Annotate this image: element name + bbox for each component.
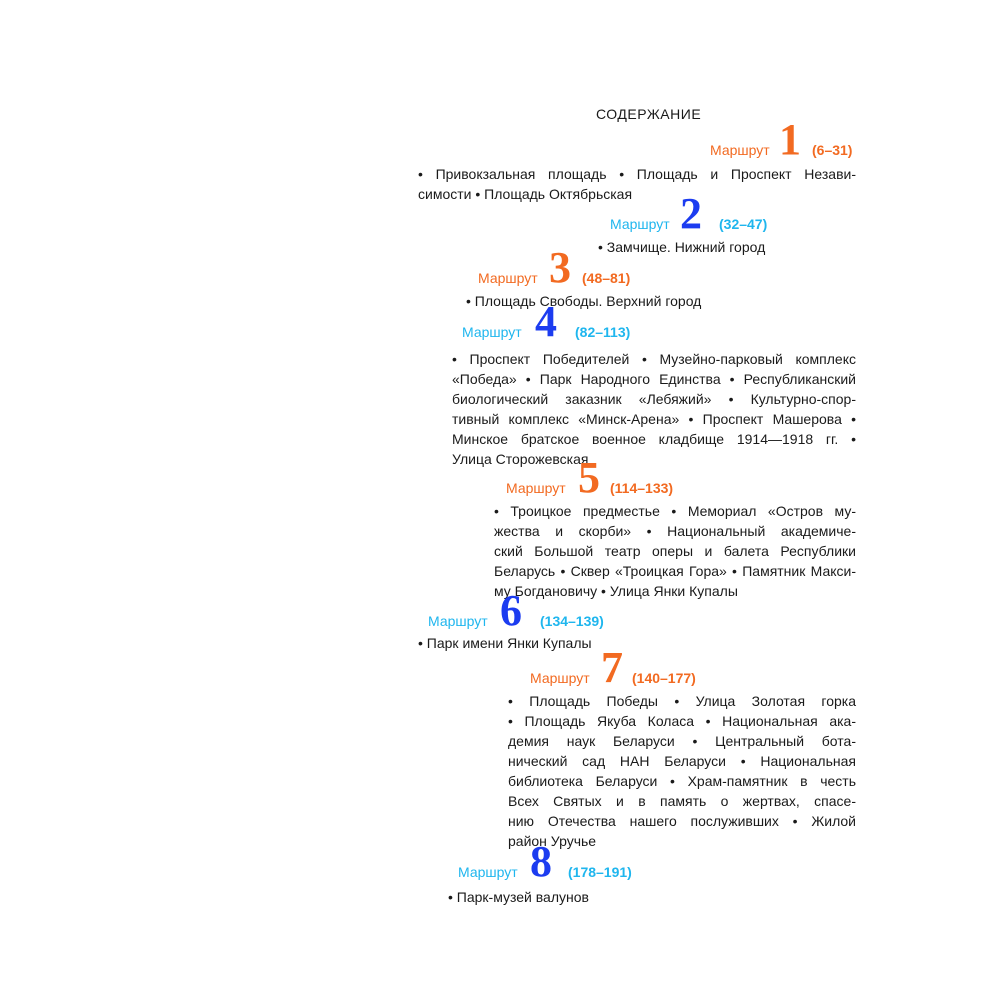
- route-number: 2: [680, 189, 702, 238]
- route-item-line: тивный комплекс «Минск-Арена» • Проспект Машерова •: [452, 411, 856, 427]
- route-label: Маршрут: [478, 270, 538, 286]
- route-heading[interactable]: [428, 586, 628, 635]
- route-item-line: биологический заказник «Лебяжий» • Культурно-спор-: [452, 391, 856, 407]
- route-item-line: нию Отечества нашего послуживших • Жилой: [508, 813, 856, 829]
- route-item-line: Улица Сторожевская: [452, 451, 589, 467]
- route-item-line: • Парк имени Янки Купалы: [418, 635, 592, 651]
- route-pages: (114–133): [610, 480, 674, 496]
- route-pages: (32–47): [719, 216, 768, 232]
- route-pages: (82–113): [575, 324, 631, 340]
- route-item-line: Всех Святых и в память о жертвах, спасе-: [508, 793, 856, 809]
- route-heading[interactable]: [530, 643, 730, 692]
- route-item-line: демия наук Беларуси • Центральный бота-: [508, 733, 856, 749]
- route-item-line: му Богдановичу • Улица Янки Купалы: [494, 583, 738, 599]
- route-item-line: • Замчище. Нижний город: [598, 239, 766, 255]
- route-pages: (134–139): [540, 613, 604, 629]
- route-pages: (6–31): [812, 142, 853, 158]
- route-items: [418, 633, 678, 653]
- route-number: 6: [500, 586, 522, 635]
- route-item-line: симости • Площадь Октябрьская: [418, 186, 633, 202]
- page-title: СОДЕРЖАНИЕ: [596, 106, 702, 122]
- route-items: [508, 691, 856, 851]
- route-label: Маршрут: [710, 142, 770, 158]
- route-pages: (178–191): [568, 864, 632, 880]
- route-item-line: • Привокзальная площадь • Площадь и Проспект Незави-: [418, 166, 856, 182]
- route-item-line: • Троицкое предместье • Мемориал «Остров му-: [494, 503, 856, 519]
- route-number: 7: [601, 643, 623, 692]
- route-items: [494, 501, 856, 601]
- route-number: 5: [578, 453, 600, 502]
- route-item-line: • Парк-музей валунов: [448, 889, 589, 905]
- route-item-line: «Победа» • Парк Народного Единства • Республиканский: [452, 371, 856, 387]
- route-label: Маршрут: [458, 864, 518, 880]
- route-number: 4: [535, 297, 557, 346]
- route-label: Маршрут: [462, 324, 522, 340]
- route-items: [448, 887, 708, 907]
- route-item-line: жества и скорби» • Национальный академиче-: [494, 523, 856, 539]
- route-item-line: Беларусь • Сквер «Троицкая Гора» • Памятник Макси-: [494, 563, 856, 579]
- route-pages: (48–81): [582, 270, 631, 286]
- route-label: Маршрут: [610, 216, 670, 232]
- route-number: 8: [530, 837, 552, 886]
- route-item-line: библиотека Беларуси • Храм-памятник в честь: [508, 773, 856, 789]
- route-item-line: ский Большой театр оперы и балета Республики: [494, 543, 856, 559]
- route-item-line: • Площадь Свободы. Верхний город: [466, 293, 702, 309]
- route-item-line: район Уручье: [508, 833, 597, 849]
- route-number: 3: [549, 243, 571, 292]
- route-pages: (140–177): [632, 670, 696, 686]
- route-item-line: Минское братское военное кладбище 1914—1918 гг. •: [452, 431, 856, 447]
- route-item-line: • Площадь Якуба Коласа • Национальная ака-: [508, 713, 856, 729]
- route-item-line: • Проспект Победителей • Музейно-парковый комплекс: [452, 351, 856, 367]
- route-heading[interactable]: [710, 115, 870, 164]
- route-items: [452, 349, 856, 469]
- route-label: Маршрут: [428, 613, 488, 629]
- route-item-line: • Площадь Победы • Улица Золотая горка: [508, 693, 856, 709]
- route-item-line: нический сад НАН Беларуси • Национальная: [508, 753, 856, 769]
- route-heading[interactable]: [610, 189, 790, 238]
- route-heading[interactable]: [478, 243, 658, 292]
- route-number: 1: [779, 115, 801, 164]
- route-label: Маршрут: [506, 480, 566, 496]
- route-label: Маршрут: [530, 670, 590, 686]
